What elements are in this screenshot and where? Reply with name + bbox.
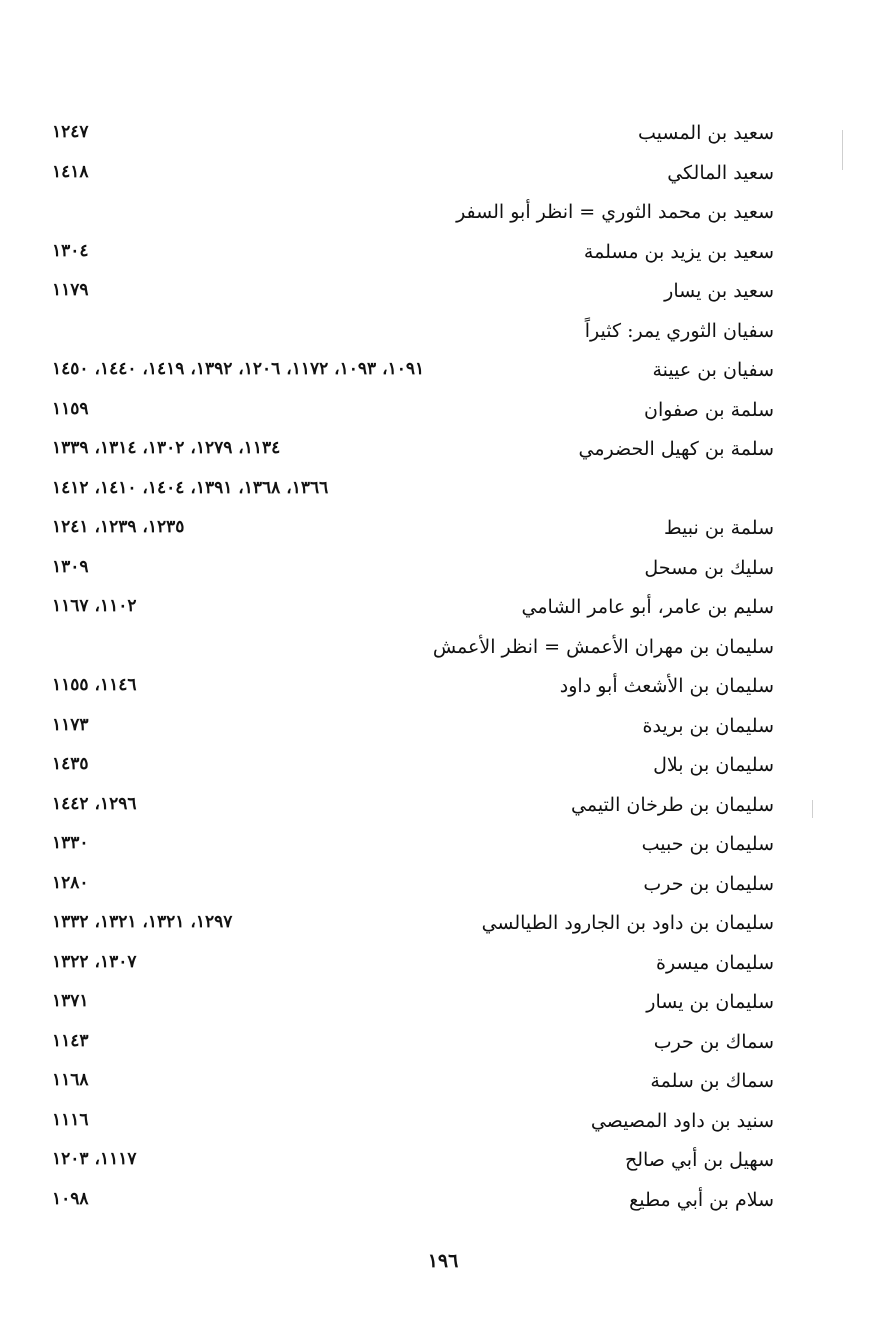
entry-name: سفيان بن عيينة: [652, 359, 774, 381]
entry-name: سماك بن سلمة: [650, 1070, 774, 1092]
entry-name: سليمان بن داود بن الجارود الطيالسي: [481, 912, 774, 934]
index-entry: [52, 276, 774, 316]
entry-name: سفيان الثوري يمر: كثيراً: [584, 319, 774, 342]
scan-edge-mark: [812, 800, 813, 818]
entry-name: سليمان بن مهران الأعمش = انظر الأعمش: [432, 635, 774, 658]
index-entry: [52, 1145, 774, 1185]
index-entry: [52, 316, 774, 356]
entry-name: سليمان بن الأشعث أبو داود: [559, 675, 774, 697]
entry-page-refs: ١١١٦: [52, 1109, 89, 1130]
entry-name: سعيد بن يسار: [664, 280, 774, 302]
entry-name: سلمة بن نبيط: [663, 517, 774, 539]
entry-name: سليمان بن حرب: [643, 872, 774, 895]
entry-name: سلمة بن كهيل الحضرمي: [578, 438, 774, 460]
scan-edge-mark: [842, 130, 843, 170]
index-entry: [52, 1066, 774, 1106]
entry-page-refs: ١٣٠٤: [52, 240, 89, 261]
entry-name: سليمان بن يسار: [646, 991, 774, 1013]
index-entry: [52, 118, 774, 158]
index-entry: [52, 671, 774, 711]
entry-name: سعيد بن المسيب: [637, 122, 774, 144]
index-entry: [52, 237, 774, 277]
name-index-list: [52, 118, 774, 1224]
entry-name: سعيد بن محمد الثوري = انظر أبو السفر: [456, 201, 774, 223]
entry-name: سليك بن مسحل: [644, 556, 774, 579]
index-entry: [52, 711, 774, 751]
entry-name: سعيد بن يزيد بن مسلمة: [583, 240, 774, 263]
index-entry: [52, 158, 774, 198]
entry-page-refs: ١٠٩٨: [52, 1188, 89, 1209]
entry-page-refs: ١٣٠٧، ١٣٢٢: [52, 951, 137, 972]
entry-page-refs: ١١٧٣: [52, 714, 89, 735]
index-entry: [52, 197, 774, 237]
entry-page-refs: ١٠٩١، ١٠٩٣، ١١٧٢، ١٢٠٦، ١٣٩٢، ١٤١٩، ١٤٤٠، ١٤٥٠: [52, 359, 425, 379]
entry-page-refs: ١٣٧١: [52, 991, 89, 1011]
index-entry: [52, 592, 774, 632]
entry-name: سليمان ميسرة: [655, 951, 774, 974]
index-entry: [52, 869, 774, 909]
index-entry: [52, 1185, 774, 1225]
index-entry: [52, 395, 774, 435]
entry-page-refs: ١٢٨٠: [52, 872, 89, 893]
entry-page-refs: ١٣٦٦، ١٣٦٨، ١٣٩١، ١٤٠٤، ١٤١٠، ١٤١٢: [52, 477, 329, 498]
entry-page-refs: ١٣٣٠: [52, 833, 89, 853]
index-entry: [52, 474, 774, 514]
entry-page-refs: ١٤٣٥: [52, 754, 89, 774]
index-entry: [52, 750, 774, 790]
entry-name: سعيد المالكي: [667, 161, 774, 184]
entry-page-refs: ١١٣٤، ١٢٧٩، ١٣٠٢، ١٣١٤، ١٣٣٩: [52, 438, 281, 458]
index-entry: [52, 1027, 774, 1067]
entry-name: سلمة بن صفوان: [643, 398, 774, 421]
index-entry: [52, 908, 774, 948]
entry-page-refs: ١١١٧، ١٢٠٣: [52, 1149, 137, 1169]
entry-page-refs: ١٢٩٧، ١٣٢١، ١٣٢١، ١٣٣٢: [52, 912, 233, 932]
entry-name: سليم بن عامر، أبو عامر الشامي: [521, 596, 774, 618]
entry-page-refs: ١٢٣٥، ١٢٣٩، ١٢٤١: [52, 517, 185, 537]
index-entry: [52, 632, 774, 672]
entry-page-refs: ١١٧٩: [52, 280, 89, 300]
index-entry: [52, 513, 774, 553]
entry-name: سماك بن حرب: [653, 1030, 774, 1053]
entry-name: سلام بن أبي مطيع: [629, 1188, 774, 1211]
entry-page-refs: ١١٠٢، ١١٦٧: [52, 596, 137, 616]
entry-name: سنيد بن داود المصيصي: [590, 1109, 774, 1132]
entry-page-refs: ١١٤٦، ١١٥٥: [52, 675, 137, 695]
index-entry: [52, 1106, 774, 1146]
index-entry: [52, 790, 774, 830]
entry-name: سليمان بن بلال: [653, 754, 774, 776]
index-entry: [52, 553, 774, 593]
index-entry: [52, 434, 774, 474]
entry-name: سليمان بن بريدة: [642, 714, 774, 737]
entry-name: سليمان بن حبيب: [641, 833, 774, 855]
entry-name: سهيل بن أبي صالح: [624, 1149, 774, 1171]
entry-page-refs: ١٢٩٦، ١٤٤٢: [52, 793, 137, 814]
page-number: ١٩٦: [427, 1250, 459, 1272]
entry-page-refs: ١١٥٩: [52, 398, 89, 419]
entry-page-refs: ١٣٠٩: [52, 556, 89, 577]
index-entry: [52, 829, 774, 869]
entry-page-refs: ١١٦٨: [52, 1070, 89, 1090]
entry-page-refs: ١٤١٨: [52, 161, 89, 182]
entry-name: سليمان بن طرخان التيمي: [571, 793, 774, 816]
index-entry: [52, 355, 774, 395]
index-entry: [52, 948, 774, 988]
entry-page-refs: ١١٤٣: [52, 1030, 89, 1051]
index-entry: [52, 987, 774, 1027]
entry-page-refs: ١٢٤٧: [52, 122, 89, 142]
